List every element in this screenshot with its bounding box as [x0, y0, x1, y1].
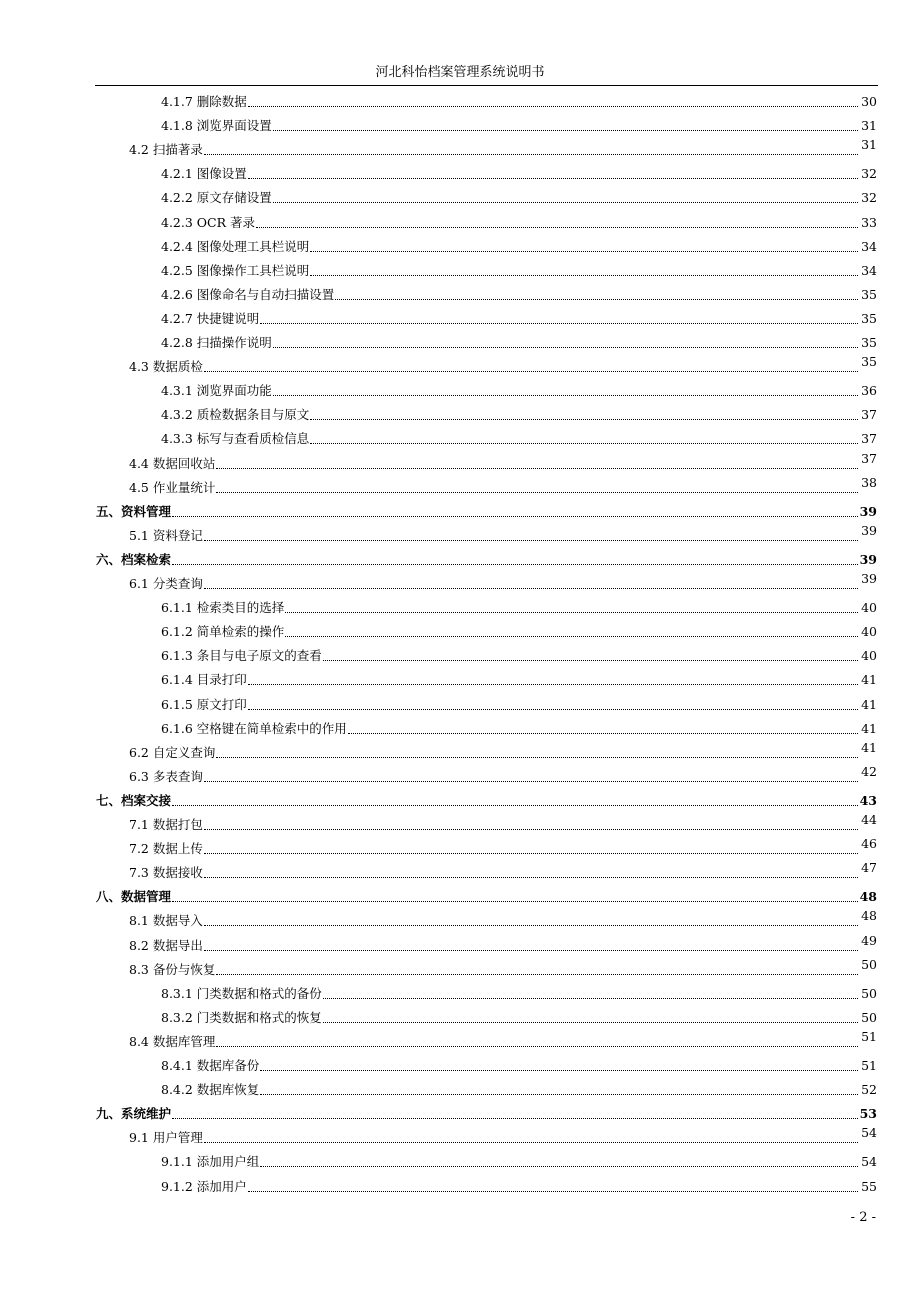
toc-entry-label: 4.2.8 扫描操作说明: [161, 335, 272, 350]
toc-leader-dots: [204, 540, 858, 541]
toc-entry-page: 48: [859, 889, 877, 905]
toc-leader-dots: [323, 1022, 858, 1023]
toc-leader-dots: [204, 853, 858, 854]
toc-entry[interactable]: [0, 377, 877, 399]
toc-leader-dots: [216, 492, 858, 493]
toc-entry-page: 35: [861, 354, 877, 370]
toc-entry-label: 5.1 资料登记: [129, 527, 203, 543]
toc-entry-page: 46: [861, 836, 877, 852]
toc-entry-page: 41: [861, 696, 877, 712]
toc-entry-label: 8.4.2 数据库恢复: [161, 1082, 260, 1098]
toc-leader-dots: [204, 154, 858, 155]
toc-leader-dots: [172, 901, 858, 902]
toc-entry-page: 43: [859, 792, 877, 808]
toc-entry[interactable]: [0, 835, 877, 857]
toc-leader-dots: [273, 395, 858, 396]
toc-leader-dots: [248, 684, 858, 685]
toc-entry[interactable]: [0, 401, 877, 423]
toc-entry[interactable]: [0, 763, 877, 785]
toc-entry[interactable]: [0, 1173, 877, 1195]
toc-entry-label: 8.3.2 门类数据和格式的恢复: [161, 1009, 322, 1025]
toc-leader-dots: [256, 227, 858, 228]
toc-entry-label: 8.2 数据导出: [129, 937, 203, 953]
toc-entry-page: 37: [861, 431, 877, 447]
toc-entry[interactable]: [0, 233, 877, 255]
toc-entry-label: 4.2.5 图像操作工具栏说明: [161, 262, 310, 278]
toc-leader-dots: [248, 1191, 858, 1192]
toc-entry[interactable]: [0, 522, 877, 544]
toc-entry[interactable]: [0, 980, 877, 1002]
toc-leader-dots: [204, 371, 858, 372]
toc-entry[interactable]: [0, 474, 877, 496]
toc-entry[interactable]: [0, 305, 877, 327]
toc-leader-dots: [323, 998, 858, 999]
toc-entry[interactable]: [0, 739, 877, 761]
document-header-title: 河北科怡档案管理系统说明书: [375, 65, 545, 80]
toc-leader-dots: [260, 1166, 858, 1167]
toc-entry-label: 4.5 作业量统计: [129, 479, 216, 495]
toc-leader-dots: [172, 564, 858, 565]
toc-leader-dots: [216, 757, 858, 758]
toc-entry-label: 4.1.7 删除数据: [161, 94, 247, 109]
toc-entry-page: 40: [861, 600, 877, 616]
toc-entry[interactable]: [0, 498, 877, 520]
toc-entry-label: 6.1 分类查询: [129, 576, 203, 591]
toc-leader-dots: [248, 106, 858, 107]
toc-entry-page: 40: [861, 624, 877, 640]
toc-entry-label: 9.1.2 添加用户: [161, 1178, 247, 1194]
toc-entry-page: 50: [861, 956, 877, 972]
toc-entry-page: 32: [861, 190, 877, 206]
toc-entry-page: 39: [861, 522, 877, 538]
toc-entry[interactable]: [0, 257, 877, 279]
toc-leader-dots: [204, 877, 858, 878]
toc-entry-label: 6.1.3 条目与电子原文的查看: [161, 648, 322, 664]
toc-entry-label: 8.3.1 门类数据和格式的备份: [161, 985, 322, 1001]
toc-entry[interactable]: [0, 859, 877, 881]
toc-entry[interactable]: [0, 1148, 877, 1170]
toc-entry-label: 6.3 多表查询: [129, 768, 203, 784]
toc-entry-page: 31: [861, 137, 877, 153]
toc-entry[interactable]: [0, 281, 877, 303]
toc-entry-page: 50: [861, 985, 877, 1001]
toc-entry-label: 4.3.1 浏览界面功能: [161, 383, 272, 399]
toc-entry-label: 7.1 数据打包: [129, 817, 203, 832]
toc-entry-label: 4.3.2 质检数据条目与原文: [161, 407, 310, 423]
toc-leader-dots: [260, 1094, 858, 1095]
toc-entry-page: 41: [861, 739, 877, 755]
toc-entry-label: 9.1 用户管理: [129, 1130, 203, 1146]
toc-leader-dots: [285, 612, 858, 613]
toc-entry[interactable]: [0, 353, 877, 375]
toc-entry-page: 44: [861, 812, 877, 827]
toc-leader-dots: [273, 202, 858, 203]
toc-entry[interactable]: [0, 691, 877, 713]
toc-entry-page: 31: [861, 118, 877, 134]
toc-entry-label: 七、档案交接: [96, 792, 172, 808]
toc-entry-label: 6.1.4 目录打印: [161, 672, 247, 688]
toc-leader-dots: [172, 1118, 858, 1119]
toc-entry-label: 4.2.6 图像命名与自动扫描设置: [161, 286, 335, 302]
toc-entry[interactable]: [0, 594, 877, 616]
toc-leader-dots: [273, 347, 858, 348]
toc-entry-page: 49: [861, 932, 877, 948]
toc-entry[interactable]: [0, 329, 877, 351]
toc-leader-dots: [204, 829, 858, 830]
toc-entry-page: 50: [861, 1009, 877, 1025]
toc-leader-dots: [310, 419, 858, 420]
toc-entry-label: 4.3 数据质检: [129, 359, 203, 375]
toc-leader-dots: [260, 323, 858, 324]
toc-entry[interactable]: [0, 546, 877, 568]
toc-leader-dots: [335, 299, 858, 300]
toc-entry-label: 6.1.6 空格键在简单检索中的作用: [161, 720, 347, 736]
toc-entry[interactable]: [0, 450, 877, 472]
header-divider: [95, 85, 878, 86]
toc-entry-page: 36: [861, 383, 877, 399]
toc-entry-label: 八、数据管理: [96, 889, 172, 905]
toc-entry[interactable]: [0, 1004, 877, 1026]
toc-entry-page: 30: [861, 94, 877, 109]
toc-entry-label: 五、资料管理: [96, 503, 172, 519]
toc-entry-page: 54: [861, 1125, 877, 1141]
toc-entry-page: 53: [859, 1106, 877, 1122]
toc-entry-page: 47: [861, 860, 877, 876]
toc-entry[interactable]: [0, 160, 877, 182]
toc-entry-page: 40: [861, 648, 877, 664]
toc-leader-dots: [323, 660, 858, 661]
toc-entry[interactable]: [0, 618, 877, 640]
toc-entry[interactable]: [0, 136, 877, 158]
toc-entry-page: 39: [859, 551, 877, 567]
toc-entry-page: 37: [861, 450, 877, 466]
toc-entry-label: 4.2 扫描著录: [129, 142, 203, 158]
toc-entry-label: 6.1.5 原文打印: [161, 696, 247, 712]
toc-entry[interactable]: [0, 1028, 877, 1050]
toc-leader-dots: [204, 781, 858, 782]
toc-leader-dots: [310, 251, 858, 252]
toc-leader-dots: [204, 925, 858, 926]
page-number: - 2 -: [850, 1210, 876, 1225]
toc-entry-page: 39: [859, 503, 877, 519]
toc-entry-label: 8.3 备份与恢复: [129, 961, 216, 977]
toc-entry[interactable]: [0, 209, 877, 231]
toc-entry-page: 52: [861, 1082, 877, 1098]
toc-leader-dots: [204, 1142, 858, 1143]
toc-entry[interactable]: [0, 932, 877, 954]
toc-leader-dots: [172, 805, 858, 806]
toc-entry[interactable]: [0, 956, 877, 978]
toc-entry[interactable]: [0, 1076, 877, 1098]
toc-entry-label: 4.2.1 图像设置: [161, 166, 247, 182]
toc-entry[interactable]: [0, 787, 877, 809]
toc-leader-dots: [273, 130, 858, 131]
toc-entry-label: 九、系统维护: [96, 1106, 172, 1122]
toc-entry-label: 4.3.3 标写与查看质检信息: [161, 431, 310, 447]
toc-entry-page: 35: [861, 335, 877, 350]
toc-leader-dots: [348, 733, 858, 734]
toc-entry-page: 51: [861, 1028, 877, 1044]
toc-entry[interactable]: [0, 811, 877, 833]
toc-leader-dots: [172, 516, 858, 517]
toc-leader-dots: [248, 178, 858, 179]
toc-leader-dots: [216, 974, 858, 975]
toc-entry-page: 54: [861, 1154, 877, 1170]
toc-leader-dots: [310, 275, 858, 276]
toc-entry-page: 33: [861, 214, 877, 230]
toc-entry[interactable]: [0, 425, 877, 447]
toc-entry-label: 8.1 数据导入: [129, 913, 203, 929]
toc-entry-page: 55: [861, 1178, 877, 1194]
toc-entry-page: 35: [861, 286, 877, 302]
toc-entry-page: 51: [861, 1058, 877, 1073]
toc-entry-page: 38: [861, 474, 877, 490]
toc-entry[interactable]: [0, 1124, 877, 1146]
toc-entry-label: 6.2 自定义查询: [129, 744, 216, 760]
toc-leader-dots: [204, 950, 858, 951]
toc-entry-label: 4.2.2 原文存储设置: [161, 190, 272, 206]
toc-entry-page: 34: [861, 262, 877, 278]
toc-entry[interactable]: [0, 570, 877, 592]
toc-entry-label: 7.2 数据上传: [129, 841, 203, 857]
toc-entry-label: 8.4 数据库管理: [129, 1033, 216, 1049]
toc-entry[interactable]: [0, 666, 877, 688]
toc-entry-page: 41: [861, 672, 877, 688]
toc-leader-dots: [260, 1070, 858, 1071]
toc-entry-label: 6.1.2 简单检索的操作: [161, 624, 285, 640]
toc-entry-label: 六、档案检索: [96, 551, 172, 567]
toc-leader-dots: [285, 636, 858, 637]
toc-entry[interactable]: [0, 184, 877, 206]
toc-entry-page: 35: [861, 310, 877, 326]
toc-entry-label: 4.1.8 浏览界面设置: [161, 118, 272, 134]
toc-entry-label: 4.2.4 图像处理工具栏说明: [161, 238, 310, 254]
toc-leader-dots: [204, 588, 858, 589]
toc-entry-label: 4.2.3 OCR 著录: [161, 214, 255, 230]
toc-entry-label: 8.4.1 数据库备份: [161, 1058, 260, 1073]
toc-entry-label: 4.2.7 快捷键说明: [161, 310, 260, 326]
toc-entry-page: 34: [861, 238, 877, 254]
toc-entry[interactable]: [0, 1100, 877, 1122]
toc-entry[interactable]: [0, 715, 877, 737]
toc-entry-page: 37: [861, 407, 877, 423]
toc-entry[interactable]: [0, 642, 877, 664]
toc-entry-label: 9.1.1 添加用户组: [161, 1154, 260, 1170]
toc-entry[interactable]: [0, 1052, 877, 1074]
toc-leader-dots: [216, 1046, 858, 1047]
toc-entry[interactable]: [0, 907, 877, 929]
toc-entry-label: 4.4 数据回收站: [129, 455, 216, 471]
toc-entry-page: 39: [861, 571, 877, 586]
toc-entry-page: 32: [861, 166, 877, 182]
toc-leader-dots: [310, 443, 858, 444]
toc-entry[interactable]: [0, 112, 877, 134]
toc-entry[interactable]: [0, 88, 877, 110]
toc-entry-page: 42: [861, 763, 877, 779]
toc-entry-label: 7.3 数据接收: [129, 865, 203, 881]
toc-entry[interactable]: [0, 883, 877, 905]
toc-leader-dots: [216, 468, 858, 469]
toc-entry-page: 41: [861, 720, 877, 736]
toc-entry-page: 48: [861, 908, 877, 924]
toc-entry-label: 6.1.1 检索类目的选择: [161, 600, 285, 616]
toc-leader-dots: [248, 709, 858, 710]
